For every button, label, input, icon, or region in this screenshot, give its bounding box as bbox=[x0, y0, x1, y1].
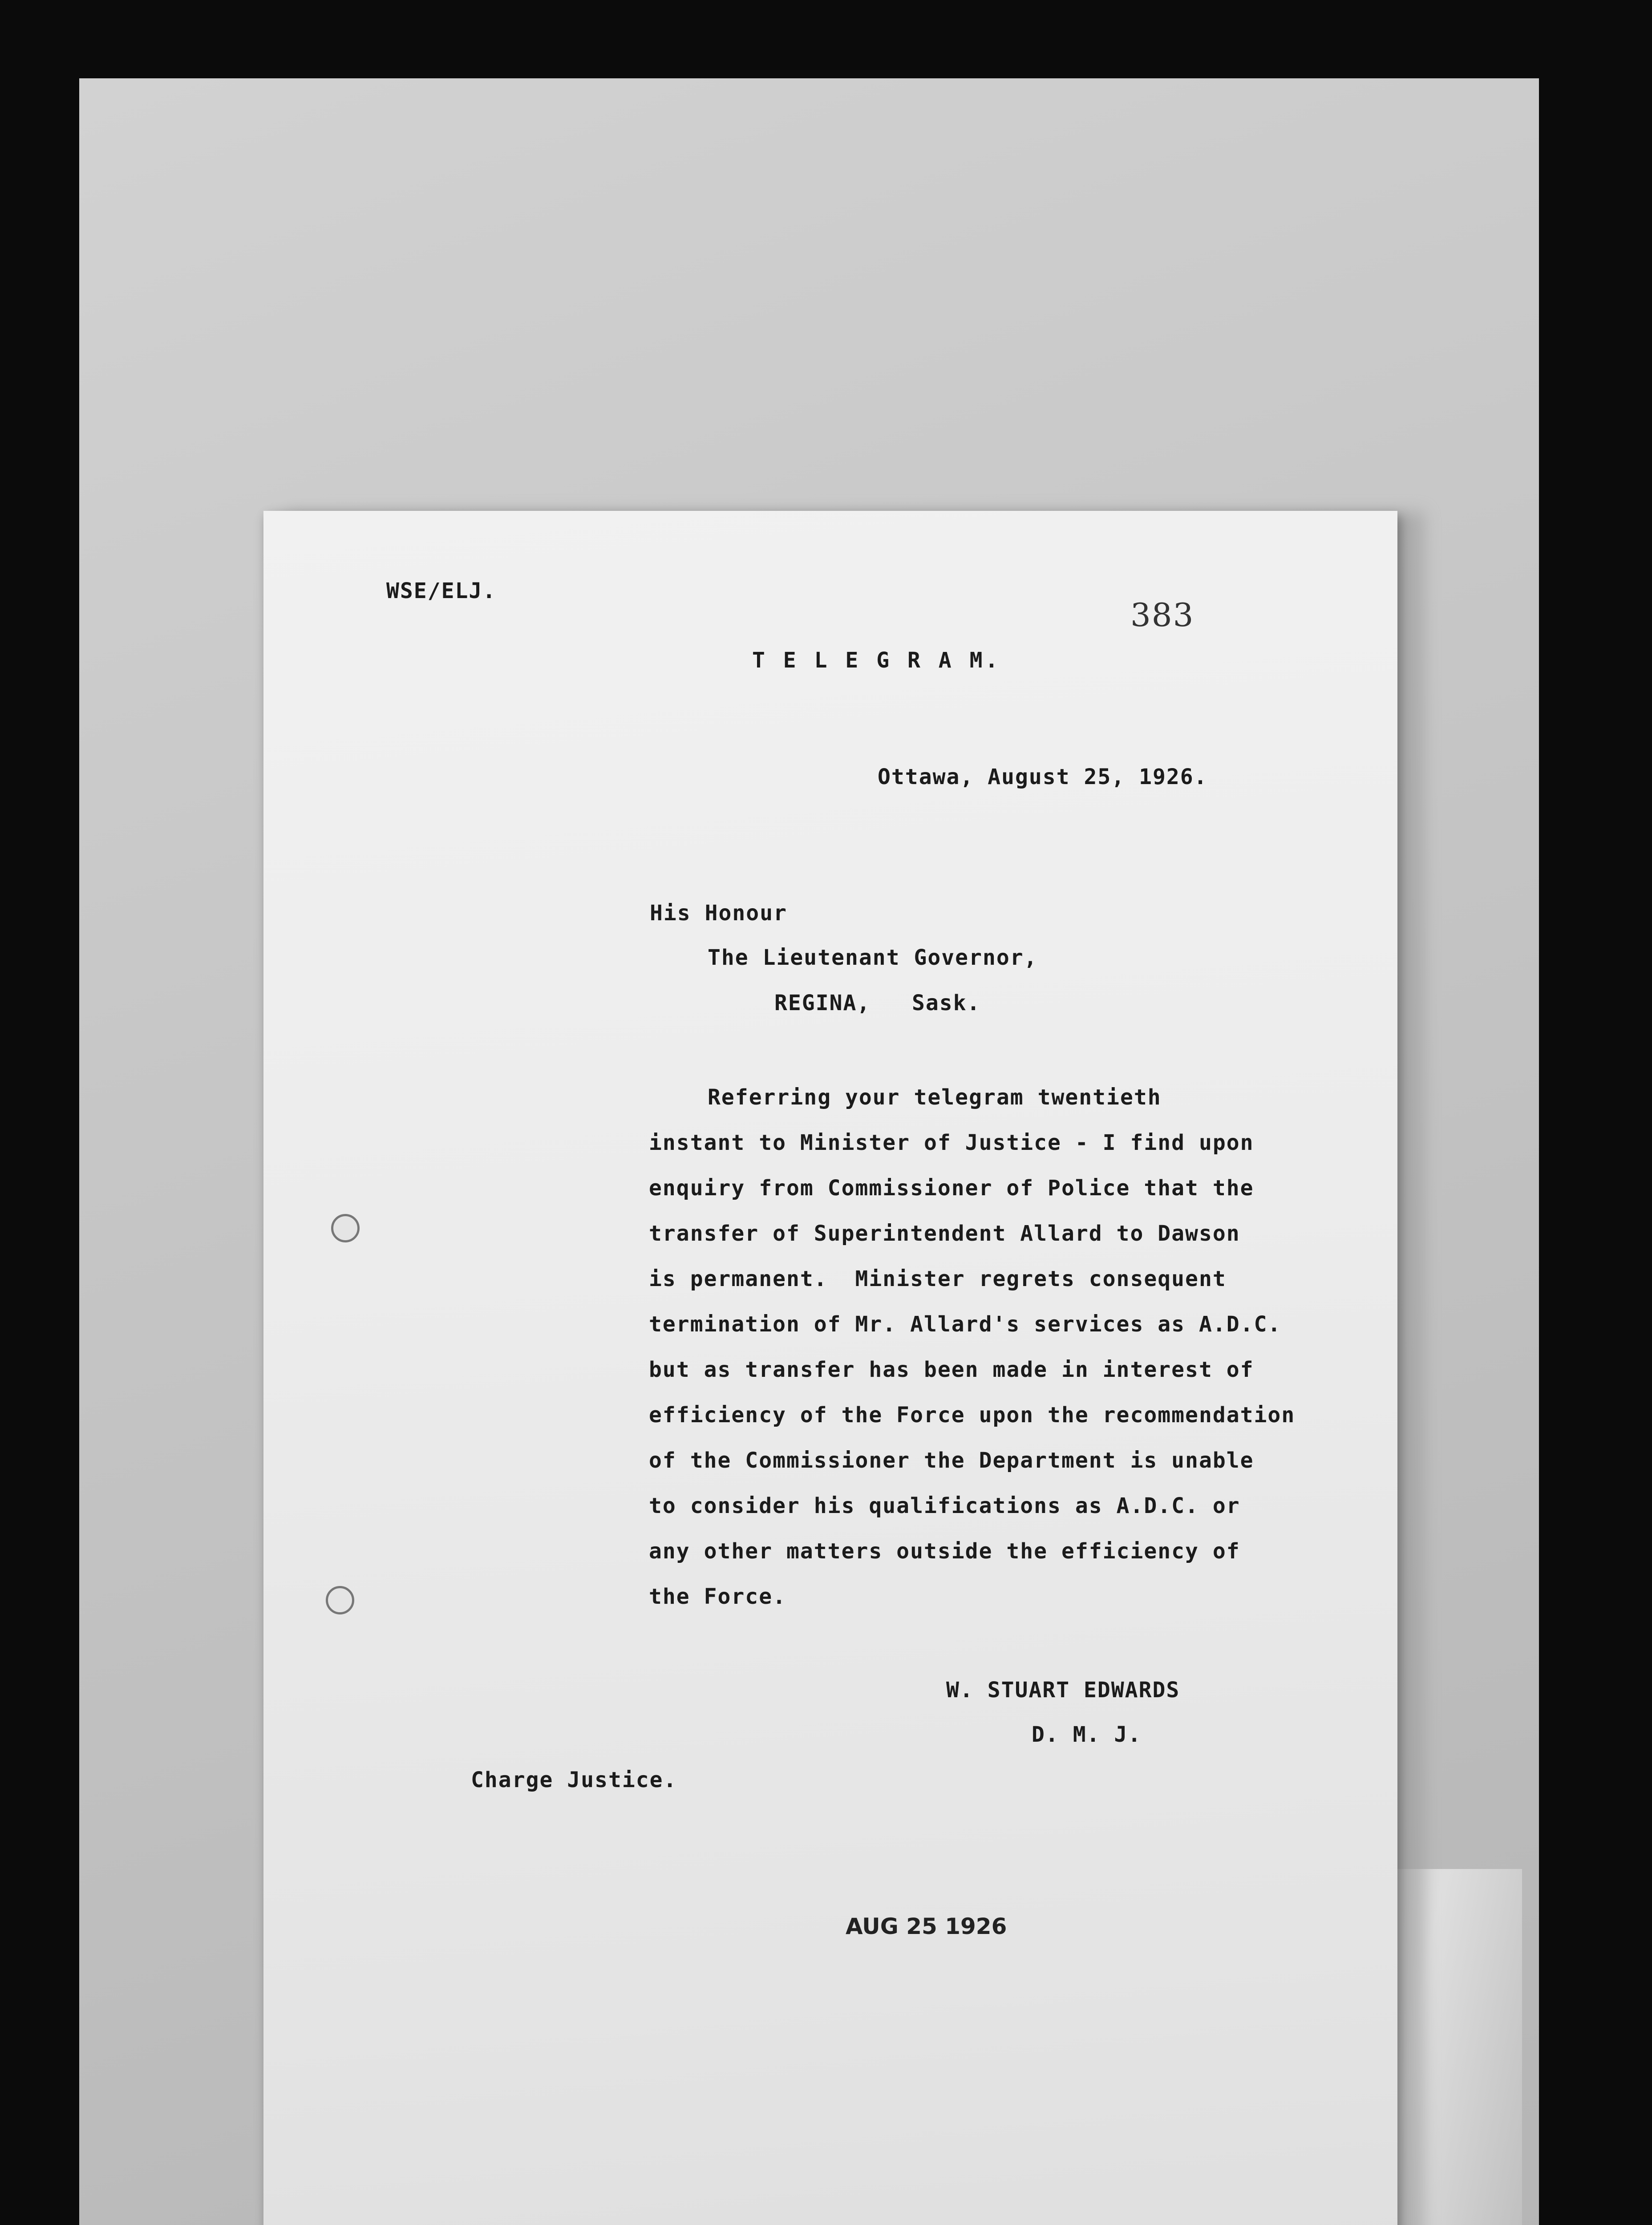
date-stamp: AUG 25 1926 bbox=[846, 1914, 1007, 1939]
body-line-11: any other matters outside the efficiency of bbox=[649, 1539, 1240, 1564]
place-date: Ottawa, August 25, 1926. bbox=[878, 765, 1208, 789]
body-line-6: termination of Mr. Allard's services as A.D.C. bbox=[649, 1312, 1282, 1337]
body-line-10: to consider his qualifications as A.D.C. or bbox=[649, 1493, 1240, 1518]
signature: W. STUART EDWARDS bbox=[946, 1678, 1180, 1703]
body-line-12: the Force. bbox=[649, 1584, 786, 1609]
body-line-3: enquiry from Commissioner of Police that the bbox=[649, 1176, 1254, 1201]
charge-line: Charge Justice. bbox=[471, 1768, 677, 1792]
body-line-9: of the Commissioner the Department is unable bbox=[649, 1448, 1254, 1473]
signature-title: D. M. J. bbox=[1032, 1722, 1142, 1747]
document-heading: T E L E G R A M. bbox=[752, 648, 1001, 673]
page-number: 383 bbox=[1130, 596, 1194, 634]
addressee-line-3: REGINA, Sask. bbox=[774, 991, 981, 1015]
addressee-line-2: The Lieutenant Governor, bbox=[708, 945, 1038, 970]
body-line-1: Referring your telegram twentieth bbox=[708, 1085, 1162, 1110]
punch-hole-bottom bbox=[326, 1586, 354, 1614]
body-line-4: transfer of Superintendent Allard to Dawson bbox=[649, 1221, 1240, 1246]
body-line-5: is permanent. Minister regrets consequent bbox=[649, 1266, 1227, 1291]
punch-hole-top bbox=[331, 1214, 360, 1242]
addressee-line-1: His Honour bbox=[650, 901, 787, 926]
body-line-7: but as transfer has been made in interest of bbox=[649, 1357, 1254, 1382]
initials: WSE/ELJ. bbox=[386, 578, 497, 603]
body-line-2: instant to Minister of Justice - I find upon bbox=[649, 1130, 1254, 1155]
body-line-8: efficiency of the Force upon the recommendation bbox=[649, 1403, 1296, 1428]
